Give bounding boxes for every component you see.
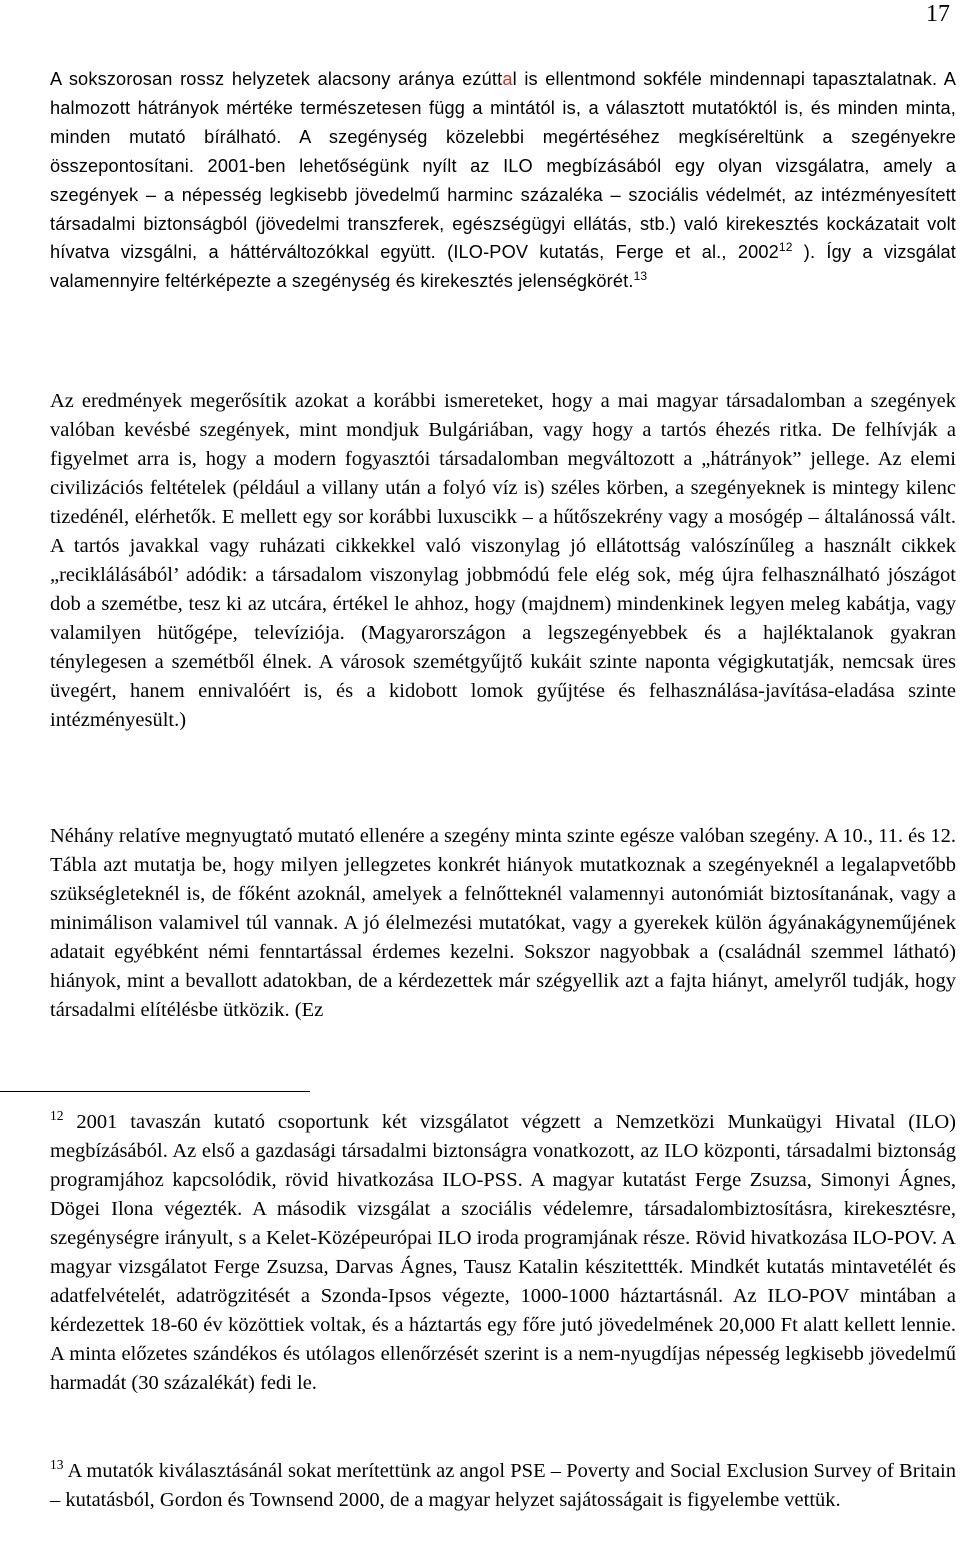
paragraph-1-text-a: A sokszorosan rossz helyzetek alacsony aránya ezútt (50, 69, 503, 89)
footnote-text: A mutatók kiválasztásánál sokat merítettünk az angol PSE – Poverty and Social Exclusion Survey of Britain – kutatásból, Gordon és Townsend 2000, de a magyar helyzet sajátosságait is figyelembe vettük. (50, 1460, 956, 1511)
paragraph-1 (50, 65, 956, 296)
paragraph-1-text-c: ). Így a vizsgálat valamennyire feltérképezte a szegénység és kirekesztés jelenségkörét. (50, 242, 956, 292)
paragraph-3: Néhány relatíve megnyugtató mutató ellenére a szegény minta szinte egésze valóban szegény. A 10., 11. és 12. Tábla azt mutatja be, hogy milyen jellegzetes konkrét hiányok mutatkoznak a szegényeknél a legalapvetőbb szükségleteknél is, de főként azoknál, amelyek a felnőtteknél valamennyi autonómiát biztosítanának, vagy a minimálison valamivel túl vannak. A jó élelmezési mutatókat, vagy a gyerekek külön ágyánakágyneműjének adatait egyébként némi fenntartással érdemes kezelni. Sokszor nagyobbak a (családnál szemmel látható) hiányok, mint a bevallott adatokban, de a kérdezettek már szégyellik azt a fajta hiányt, amelyről tudják, hogy társadalmi elítélésbe ütközik. (Ez (50, 825, 956, 1021)
footnote-ref-13[interactable]: 13 (633, 269, 648, 284)
footnote-ref-12[interactable]: 12 (778, 240, 793, 255)
paragraph-1-text-b: l is ellentmond sokféle mindennapi tapasztalatnak. A halmozott hátrányok mértéke természetesen függ a mintától is, a választott mutatóktól is, és minden minta, minden mutató bírálható. A szegénység közelebbi megértéséhez megkíséreltünk a szegényekre összepontosítani. 2001-ben lehetőségünk nyílt az ILO megbízásából egy olyan vizsgálatra, amely a szegények – a népesség legkisebb jövedelmű harminc százaléka – szociális védelmét, az intézményesített társadalmi biztonságból (jövedelmi transzferek, egészségügyi ellátás, stb.) való kirekesztés kockázatait volt hívatva vizsgálni, a háttérváltozókkal együtt. (ILO-POV kutatás, Ferge et al., 2002 (50, 69, 956, 263)
footnote-12 (50, 1101, 956, 1398)
footnote-number: 13 (50, 1457, 64, 1472)
footnote-text: 2001 tavaszán kutató csoportunk két vizsgálatot végzett a Nemzetközi Munkaügyi Hivatal (ILO) megbízásából. Az első a gazdasági társadalmi biztonságra vonatkozott, az ILO központi, társadalmi biztonság programjához kapcsolódik, rövid hivatkozása ILO-PSS. A magyar kutatást Ferge Zsuzsa, Simonyi Ágnes, Dögei Ilona végezték. A második vizsgálat a szociális védelemre, társadalombiztosításra, kirekesztésre, szegénységre irányult, s a Kelet-Középeurópai ILO iroda programjának része. Rövid hivatkozása ILO-POV. A magyar vizsgálatot Ferge Zsuzsa, Darvas Ágnes, Tausz Katalin készitettték. Mindkét kutatás mintavetélét és adatfelvételét, adatrögzitését a Szonda-Ipsos végezte, 1000-1000 háztartásnál. Az ILO-POV mintában a kérdezettek 18-60 év közöttiek voltak, és a háztartás egy főre jutó jövedelmének 20,000 Ft alatt kellett lennie. A minta előzetes szándékos és utólagos ellenőrzését szerint is a nem-nyugdíjas népesség legkisebb jövedelmű harmadát (30 százalékát) fedi le. (50, 1111, 956, 1394)
page-number: 17 (926, 1, 950, 27)
paragraph-2: Az eredmények megerősítik azokat a korábbi ismereteket, hogy a mai magyar társadalomban a szegények valóban kevésbé szegények, mint mondjuk Bulgáriában, vagy hogy a tartós éhezés ritka. De felhívják a figyelmet arra is, hogy a modern fogyasztói társadalomban megváltozott a „hátrányok” jellege. Az elemi civilizációs feltételek (például a villany után a folyó víz is) széles körben, a szegényeknek is mintegy kilenc tizedénél, elérhetők. E mellett egy sor korábbi luxuscikk – a hűtőszekrény vagy a mosógép – általánossá vált. A tartós javakkal vagy ruházati cikkekkel való viszonylag jó ellátottság valószínűleg a használt cikkek „reciklálásából’ adódik: a társadalom viszonylag jobbmódú fele elég sok, még újra felhasználható jószágot dob a szemétbe, tesz ki az utcára, értékel le ahhoz, hogy (majdnem) mindenkinek legyen meleg kabátja, vagy valamilyen hütőgépe, televíziója. (Magyarországon a legszegényebbek és a hajléktalanok gyakran ténylegesen a szemétből élnek. A városok szemétgyűjtő kukáit szinte naponta végigkutatják, nemcsak üres üvegért, hanem ennivalóért is, és a kidobott lomok gyűjtése és felhasználása-javítása-eladása szinte intézményesült.) (50, 390, 956, 731)
highlighted-letter: a (502, 69, 513, 89)
footnote-13 (50, 1450, 956, 1515)
footnote-separator (0, 1091, 310, 1092)
footnote-number: 12 (50, 1108, 64, 1123)
